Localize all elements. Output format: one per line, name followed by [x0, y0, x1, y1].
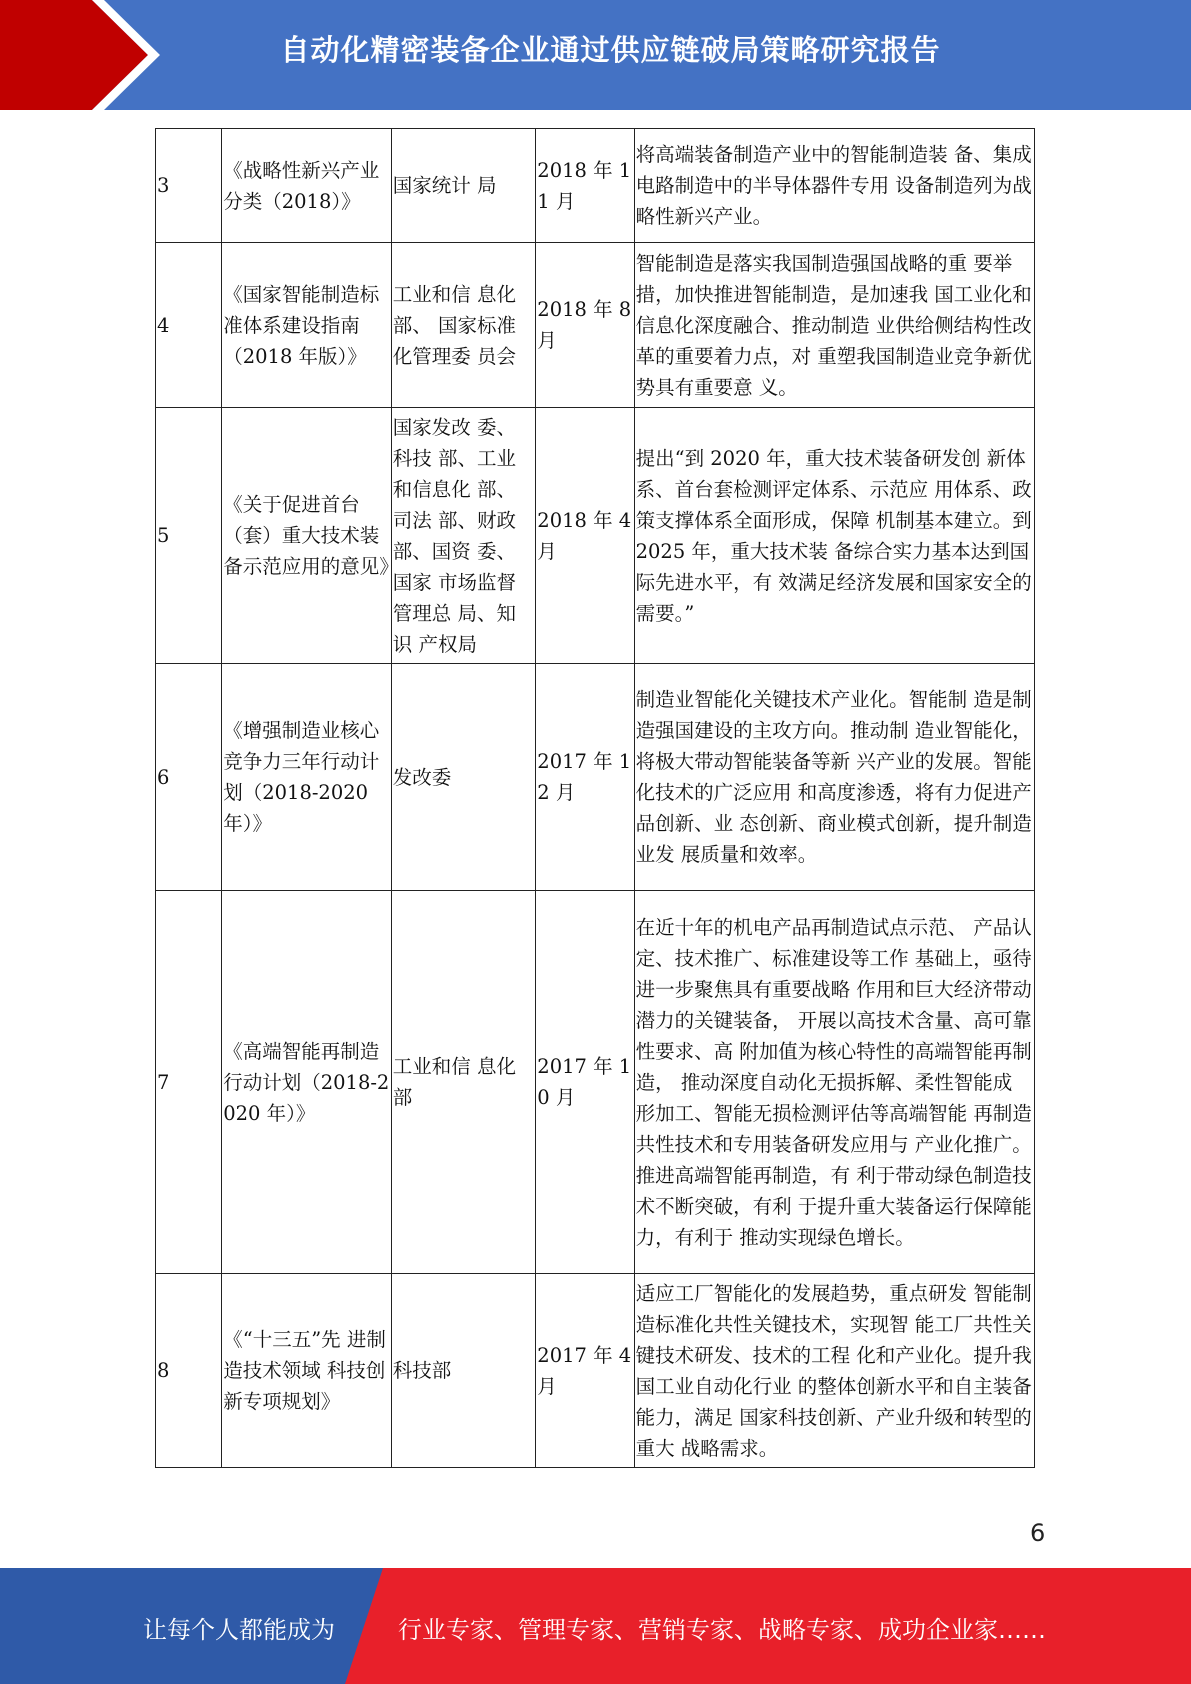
policy-name: 《“十三五”先 进制造技术领域 科技创新专项规划》 — [222, 1274, 392, 1468]
policy-description: 提出“到 2020 年，重大技术装备研发创 新体系、首台套检测评定体系、示范应 用体系、政策支撑体系全面形成，保障 机制基本建立。到 2025 年，重大技术装 备综合实力基本达到国际先进水平，有 效满足经济发展和国家安全的需要。” — [634, 408, 1034, 664]
issuing-agency: 工业和信 息化部、 国家标准化管理委 员会 — [391, 243, 535, 408]
row-number: 6 — [156, 664, 222, 891]
row-number: 5 — [156, 408, 222, 664]
page-header — [0, 0, 1191, 110]
issue-date: 2017 年 10 月 — [536, 891, 634, 1274]
footer-slogan-left: 让每个人都能成为 — [143, 1616, 335, 1644]
table-row — [156, 129, 1035, 243]
policy-name: 《国家智能制造标准体系建设指南（2018 年版）》 — [222, 243, 392, 408]
policy-name: 《关于促进首台（套）重大技术装备示范应用的意见》 — [222, 408, 392, 664]
issuing-agency: 工业和信 息化部 — [391, 891, 535, 1274]
issuing-agency: 国家发改 委、科技 部、工业和信息化 部、司法 部、财政部、国资 委、国家 市场监督管理总 局、知识 产权局 — [391, 408, 535, 664]
table-row — [156, 664, 1035, 891]
issue-date: 2017 年 4 月 — [536, 1274, 634, 1468]
policy-name: 《高端智能再制造行动计划（2018-2020 年）》 — [222, 891, 392, 1274]
policy-name: 《增强制造业核心竞争力三年行动计划（2018-2020 年）》 — [222, 664, 392, 891]
row-number: 4 — [156, 243, 222, 408]
report-title: 自动化精密装备企业通过供应链破局策略研究报告 — [280, 33, 941, 67]
table-row — [156, 243, 1035, 408]
policy-description: 适应工厂智能化的发展趋势，重点研发 智能制造标准化共性关键技术，实现智 能工厂共性关键技术研发、技术的工程 化和产业化。提升我国工业自动化行业 的整体创新水平和自主装备能力，满足 国家科技创新、产业升级和转型的重大 战略需求。 — [634, 1274, 1034, 1468]
policy-name: 《战略性新兴产业分类（2018）》 — [222, 129, 392, 243]
issue-date: 2018 年 11 月 — [536, 129, 634, 243]
table-row — [156, 408, 1035, 664]
policy-description: 在近十年的机电产品再制造试点示范、 产品认定、技术推广、标准建设等工作 基础上，亟待进一步聚焦具有重要战略 作用和巨大经济带动潜力的关键装备， 开展以高技术含量、高可靠性要求、高 附加值为核心特性的高端智能再制造， 推动深度自动化无损拆解、柔性智能成 形加工、智能无损检测评估等高端智能 再制造共性技术和专用装备研发应用与 产业化推广。推进高端智能再制造，有 利于带动绿色制造技术不断突破，有利 于提升重大装备运行保障能力，有利于 推动实现绿色增长。 — [634, 891, 1034, 1274]
row-number: 7 — [156, 891, 222, 1274]
issue-date: 2018 年 4 月 — [536, 408, 634, 664]
issuing-agency: 国家统计 局 — [391, 129, 535, 243]
policy-description: 制造业智能化关键技术产业化。智能制 造是制造强国建设的主攻方向。推动制 造业智能化，将极大带动智能装备等新 兴产业的发展。智能化技术的广泛应用 和高度渗透，将有力促进产品创新、业 态创新、商业模式创新，提升制造业发 展质量和效率。 — [634, 664, 1034, 891]
policy-description: 将高端装备制造产业中的智能制造装 备、集成电路制造中的半导体器件专用 设备制造列为战略性新兴产业。 — [634, 129, 1034, 243]
policy-table — [155, 128, 1035, 1468]
page-number: 6 — [1030, 1519, 1046, 1547]
table-row — [156, 1274, 1035, 1468]
issue-date: 2017 年 12 月 — [536, 664, 634, 891]
policy-description: 智能制造是落实我国制造强国战略的重 要举措，加快推进智能制造，是加速我 国工业化和信息化深度融合、推动制造 业供给侧结构性改革的重要着力点，对 重塑我国制造业竞争新优势具有重要意 义。 — [634, 243, 1034, 408]
row-number: 3 — [156, 129, 222, 243]
issue-date: 2018 年 8 月 — [536, 243, 634, 408]
table-row — [156, 891, 1035, 1274]
issuing-agency: 发改委 — [391, 664, 535, 891]
row-number: 8 — [156, 1274, 222, 1468]
footer-slogan-right: 行业专家、管理专家、营销专家、战略专家、成功企业家…… — [398, 1616, 1046, 1644]
page-footer — [0, 1568, 1191, 1684]
issuing-agency: 科技部 — [391, 1274, 535, 1468]
